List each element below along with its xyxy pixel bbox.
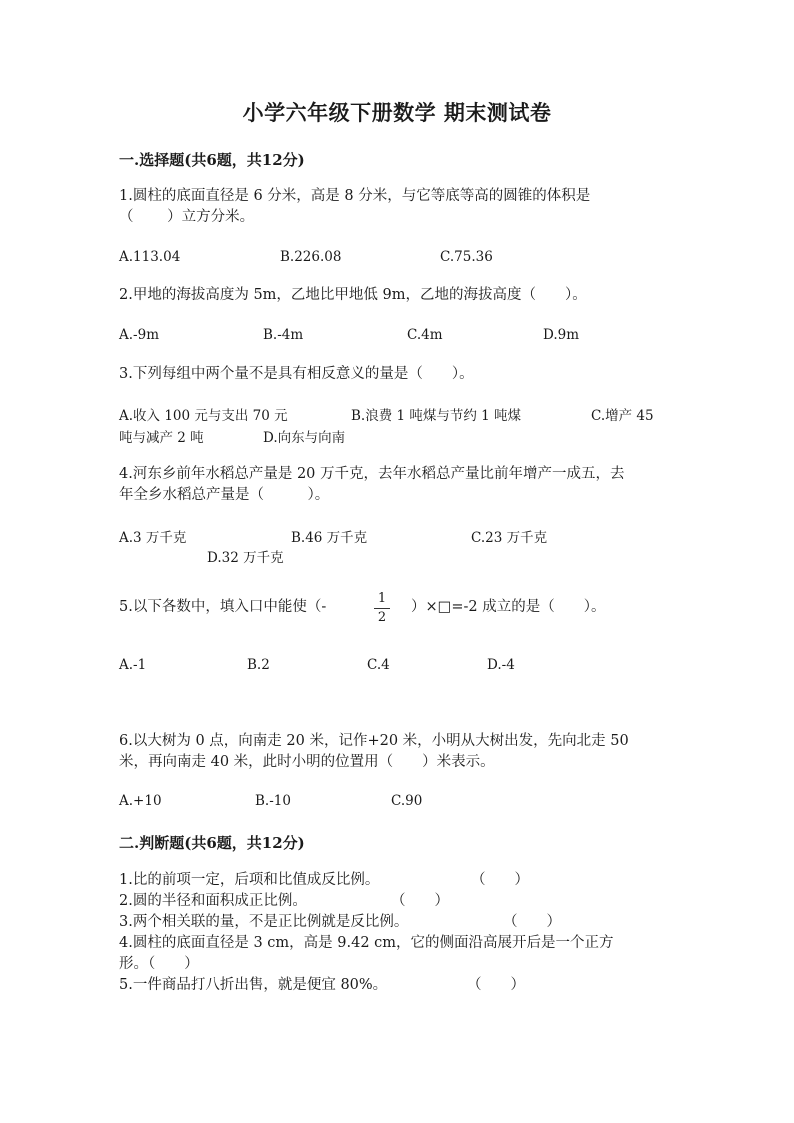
question-1-option-a: A.113.04	[119, 249, 181, 265]
question-5-suffix: ）×□=-2 成立的是（ ）。	[411, 599, 606, 615]
question-3-option-d: D.向东与向南	[263, 430, 346, 446]
question-4-line-2: 年全乡水稻总产量是（ ）。	[119, 487, 330, 503]
question-2-option-d: D.9m	[543, 327, 580, 343]
question-6-option-a: A.+10	[119, 793, 162, 809]
judgment-item-1: 1.比的前项一定，后项和比值成反比例。	[119, 872, 380, 888]
question-5-prefix: 5.以下各数中，填入口中能使（-	[119, 599, 327, 615]
question-1-option-c: C.75.36	[440, 249, 493, 265]
question-6-option-c: C.90	[391, 793, 423, 809]
question-4-option-b: B.46 万千克	[291, 530, 368, 546]
page-title: 小学六年级下册数学 期末测试卷	[242, 100, 552, 125]
question-3-line-1: 3.下列每组中两个量不是具有相反意义的量是（ ）。	[119, 366, 474, 382]
question-5-option-d: D.-4	[487, 657, 515, 673]
question-6-line-2: 米，再向南走 40 米，此时小明的位置用（ ）米表示。	[119, 754, 495, 770]
question-1-line-2: （ ）立方分米。	[119, 209, 255, 225]
question-5-option-b: B.2	[247, 657, 270, 673]
question-3-option-a: A.收入 100 元与支出 70 元	[119, 408, 288, 424]
question-5-option-c: C.4	[367, 657, 390, 673]
question-2-option-c: C.4m	[407, 327, 443, 343]
question-3-option-c: C.增产 45	[591, 408, 654, 424]
fraction-bar	[374, 608, 390, 609]
question-2-option-b: B.-4m	[263, 327, 304, 343]
question-1-line-1: 1.圆柱的底面直径是 6 分米，高是 8 分米，与它等底等高的圆锥的体积是	[119, 188, 591, 204]
judgment-item-2: 2.圆的半径和面积成正比例。	[119, 893, 307, 909]
judgment-item-1-blank: （ ）	[471, 872, 529, 888]
fraction-one-half	[374, 591, 390, 626]
question-5-option-a: A.-1	[119, 657, 147, 673]
section-heading-multiple-choice: 一.选择题(共6题，共12分)	[119, 151, 305, 169]
question-6-option-b: B.-10	[255, 793, 291, 809]
question-6-line-1: 6.以大树为 0 点，向南走 20 米，记作+20 米，小明从大树出发，先向北走 50	[119, 733, 629, 749]
question-4-option-a: A.3 万千克	[119, 530, 187, 546]
section-heading-true-false: 二.判断题(共6题，共12分)	[119, 834, 305, 852]
judgment-item-4-line-2: 形。（ ）	[119, 956, 199, 972]
judgment-item-3-blank: （ ）	[503, 914, 561, 930]
judgment-item-3: 3.两个相关联的量，不是正比例就是反比例。	[119, 914, 409, 930]
question-2-line-1: 2.甲地的海拔高度为 5m，乙地比甲地低 9m，乙地的海拔高度（ ）。	[119, 287, 587, 303]
question-3-option-c-cont: 吨与减产 2 吨	[119, 430, 204, 446]
question-2-option-a: A.-9m	[119, 327, 159, 343]
question-1-option-b: B.226.08	[280, 249, 342, 265]
fraction-numerator: 1	[377, 591, 387, 606]
judgment-item-5-blank: （ ）	[467, 977, 525, 993]
judgment-item-2-blank: （ ）	[391, 893, 449, 909]
judgment-item-5: 5.一件商品打八折出售，就是便宜 80%。	[119, 977, 388, 993]
question-4-option-c: C.23 万千克	[471, 530, 548, 546]
question-3-option-b: B.浪费 1 吨煤与节约 1 吨煤	[351, 408, 522, 424]
fraction-denominator: 2	[377, 610, 387, 625]
question-4-line-1: 4.河东乡前年水稻总产量是 20 万千克，去年水稻总产量比前年增产一成五，去	[119, 466, 625, 482]
question-4-option-d: D.32 万千克	[207, 550, 284, 566]
judgment-item-4-line-1: 4.圆柱的底面直径是 3 cm，高是 9.42 cm，它的侧面沿高展开后是一个正方	[119, 935, 614, 951]
